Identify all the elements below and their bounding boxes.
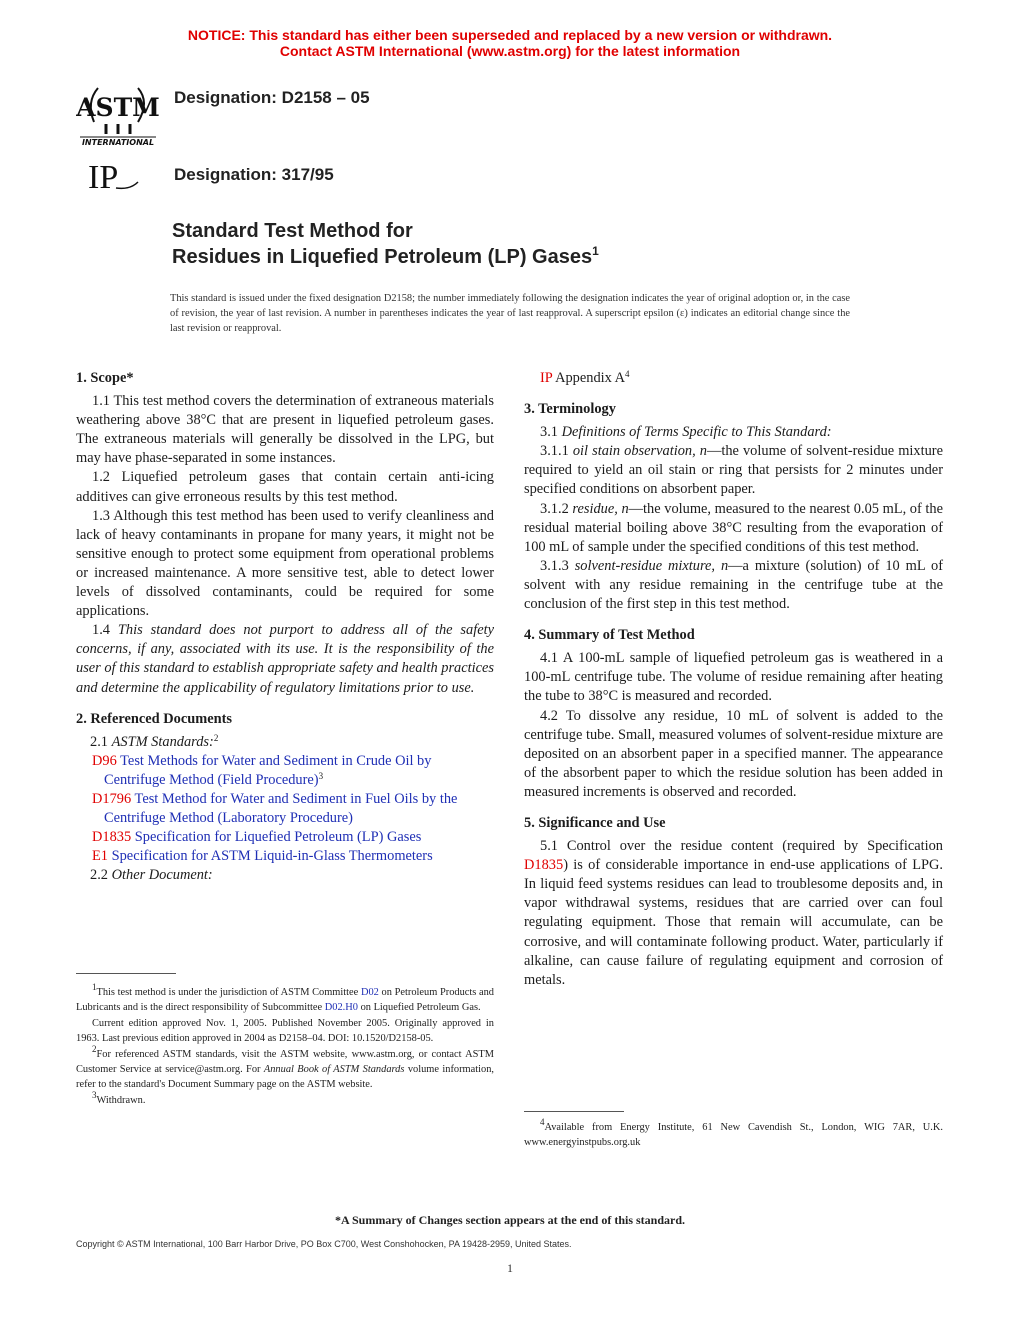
link-d02[interactable]: D02 xyxy=(360,987,379,998)
section-2-2: 2.2 Other Document: xyxy=(90,867,213,884)
notice-line-1: NOTICE: This standard has either been superseded and replaced by a new version or withdrawn. xyxy=(187,27,833,43)
footnote-1: $^1$This test method is under the jurisdiction of ASTM Committee D02 on Petroleum Products and Lubricants and is the direct responsibility of Subcommittee D02.H0 on Liquefied Petroleum Gas. xyxy=(76,982,494,1014)
svg-text:IP: IP xyxy=(88,159,119,194)
significance-heading: 5. Significance and Use xyxy=(524,814,666,831)
ref-d96-title[interactable]: Test Methods for Water and Sediment in Crude Oil by Centrifuge Method (Field Procedure) xyxy=(104,752,432,788)
intro-paragraph: This standard is issued under the fixed designation D2158; the number immediately following the designation indicates the year of original adoption or, in the case of revision, the year of last revision. A number in parentheses indicates the year of last reapproval. A superscript epsilon (ε) indicates an editorial change since the last revision or reapproval. xyxy=(170,293,850,334)
title-line-2: Residues in Liquefied Petroleum (LP) Gases$^1$ xyxy=(172,244,599,268)
footnote-3: $^3$Withdrawn. xyxy=(92,1089,146,1106)
section-1-4: 1.4 This standard does not purport to address all of the safety concerns, if any, associated with its use. It is the responsibility of the user of this standard to establish appropriate safety and health practices and determine the applicability of regulatory limitations prior to use. xyxy=(76,622,494,696)
section-2-1: 2.1 ASTM Standards:$^2$ xyxy=(90,732,219,750)
designation-astm: Designation: D2158 – 05 xyxy=(174,88,370,107)
section-4-1: 4.1 A 100-mL sample of liquefied petroleum gas is weathered in a 100-mL centrifuge tube. The volume of residue remaining after heating the tube to 38°C is measured and recorded. xyxy=(524,650,943,705)
section-5-1: 5.1 Control over the residue content (required by Specification D1835) is of considerable importance in end-use applications of LPG. In liquid feed systems residues can lead to troublesome deposits and, in vapor withdrawal systems, residues that are carried over can foul regulating equipment. Those that remain will accumulate, can be corrosive, and will contaminate following product. Water, particularly if alkaline, can cause failure of regulating equipment and corrosion of metals. xyxy=(524,838,943,988)
refs-heading: 2. Referenced Documents xyxy=(76,710,232,727)
scope-heading: 1. Scope* xyxy=(76,370,134,386)
link-d1796[interactable]: D1796 xyxy=(92,790,132,807)
reference-ip: IP Appendix $A^4$ xyxy=(540,369,630,386)
copyright-line: Copyright © ASTM International, 100 Barr Harbor Drive, PO Box C700, West Conshohocken, PA 19428-2959, United States. xyxy=(76,1239,572,1249)
reference-d96: D96 Test Methods for Water and Sediment in Crude Oil by Centrifuge Method (Field Procedure)$^3$ xyxy=(92,752,432,788)
section-1-3: 1.3 Although this test method has been used to verify cleanliness and lack of heavy contaminants in propane for many years, it might not be sensitive enough to protect some equipment from operational problems or increased maintenance. A more sensitive test, able to detect lower levels of dissolved contaminants, could be required for some applications. xyxy=(76,507,494,620)
section-3-1-2: 3.1.2 residue, n—the volume, measured to the nearest 0.05 mL, of the residual material boiling above 38°C resulting from the evaporation of 100 mL of sample under the specified conditions of this test method. xyxy=(524,500,943,555)
notice-line-2: Contact ASTM International (www.astm.org) for the latest information xyxy=(279,43,741,59)
link-d96[interactable]: D96 xyxy=(92,752,117,769)
right-column xyxy=(524,369,943,990)
footnote-1-edition: Current edition approved Nov. 1, 2005. Published November 2005. Originally approved in 1963. Last previous edition approved in 2004 as D2158–04. DOI: 10.1520/D2158-05. xyxy=(76,1017,494,1045)
section-1-2: 1.2 Liquefied petroleum gases that contain certain anti-icing additives can give erroneous results by this test method. xyxy=(76,469,494,505)
section-1-1: 1.1 This test method covers the determination of extraneous materials weathering above 38°C that are present in liquefied petroleum gases. The extraneous materials will generally be dissolved in the LPG, but may have phase-separated in some instances. xyxy=(76,393,494,467)
svg-text:INTERNATIONAL: INTERNATIONAL xyxy=(81,138,155,147)
reference-e1 xyxy=(76,847,494,866)
summary-heading: 4. Summary of Test Method xyxy=(524,627,695,644)
page-number: 1 xyxy=(507,1261,513,1275)
footnotes-left xyxy=(76,982,495,1108)
link-ip[interactable]: IP xyxy=(540,370,553,386)
ref-e1-title[interactable]: Specification for ASTM Liquid-in-Glass Thermometers xyxy=(111,848,433,865)
link-e1[interactable]: E1 xyxy=(92,848,108,865)
left-column xyxy=(76,369,494,885)
ref-d1835-title[interactable]: Specification for Liquefied Petroleum (LP) Gases xyxy=(134,829,422,846)
ref-d1796-title[interactable]: Test Method for Water and Sediment in Fuel Oils by the Centrifuge Method (Laboratory Procedure) xyxy=(104,790,458,827)
link-d1835[interactable]: D1835 xyxy=(92,829,132,846)
section-3-1-1: 3.1.1 oil stain observation, n—the volume of solvent-residue mixture required to yield an oil stain or ring that persists for 2 minutes under specified conditions on absorbent paper. xyxy=(524,443,943,498)
title-line-1: Standard Test Method for xyxy=(172,220,413,242)
link-d1835-inline[interactable]: D1835 xyxy=(524,857,564,874)
ip-logo xyxy=(86,158,142,194)
terminology-heading: 3. Terminology xyxy=(524,401,616,418)
summary-of-changes-note: *A Summary of Changes section appears at the end of this standard. xyxy=(334,1213,686,1227)
footnote-2: $^2$For referenced ASTM standards, visit the ASTM website, www.astm.org, or contact ASTM Customer Service at service@astm.org. For Annual Book of ASTM Standards volume information, refer to the standard's Document Summary page on the ASTM website. xyxy=(76,1043,495,1091)
link-d02-h0[interactable]: D02.H0 xyxy=(324,1002,358,1014)
footnote-rule-right xyxy=(524,1111,624,1112)
designation-ip: Designation: 317/95 xyxy=(174,165,334,184)
svg-text:ASTM: ASTM xyxy=(76,93,160,122)
section-3-1: 3.1 Definitions of Terms Specific to This Standard: xyxy=(540,424,832,441)
section-3-1-3: 3.1.3 solvent-residue mixture, n—a mixture (solution) of 10 mL of solvent with any residue remaining in the centrifuge tube at the conclusion of the first step in this test method. xyxy=(524,557,943,613)
reference-d1796 xyxy=(76,790,494,828)
footnote-rule-left xyxy=(76,973,176,974)
astm-logo xyxy=(76,72,160,148)
footnote-4: $^4$Available from Energy Institute, 61 New Cavendish St., London, WIG 7AR, U.K. www.energyinstpubs.org.uk xyxy=(524,1117,943,1149)
section-4-2: 4.2 To dissolve any residue, 10 mL of solvent is added to the centrifuge tube. Small, measured volumes of solvent-residue mixture are deposited on an absorbent paper in a specified manner. The appearance of the absorbent paper to which the residue solution has been added in measured increments is observed and recorded. xyxy=(524,707,943,800)
reference-d1835 xyxy=(76,828,494,847)
